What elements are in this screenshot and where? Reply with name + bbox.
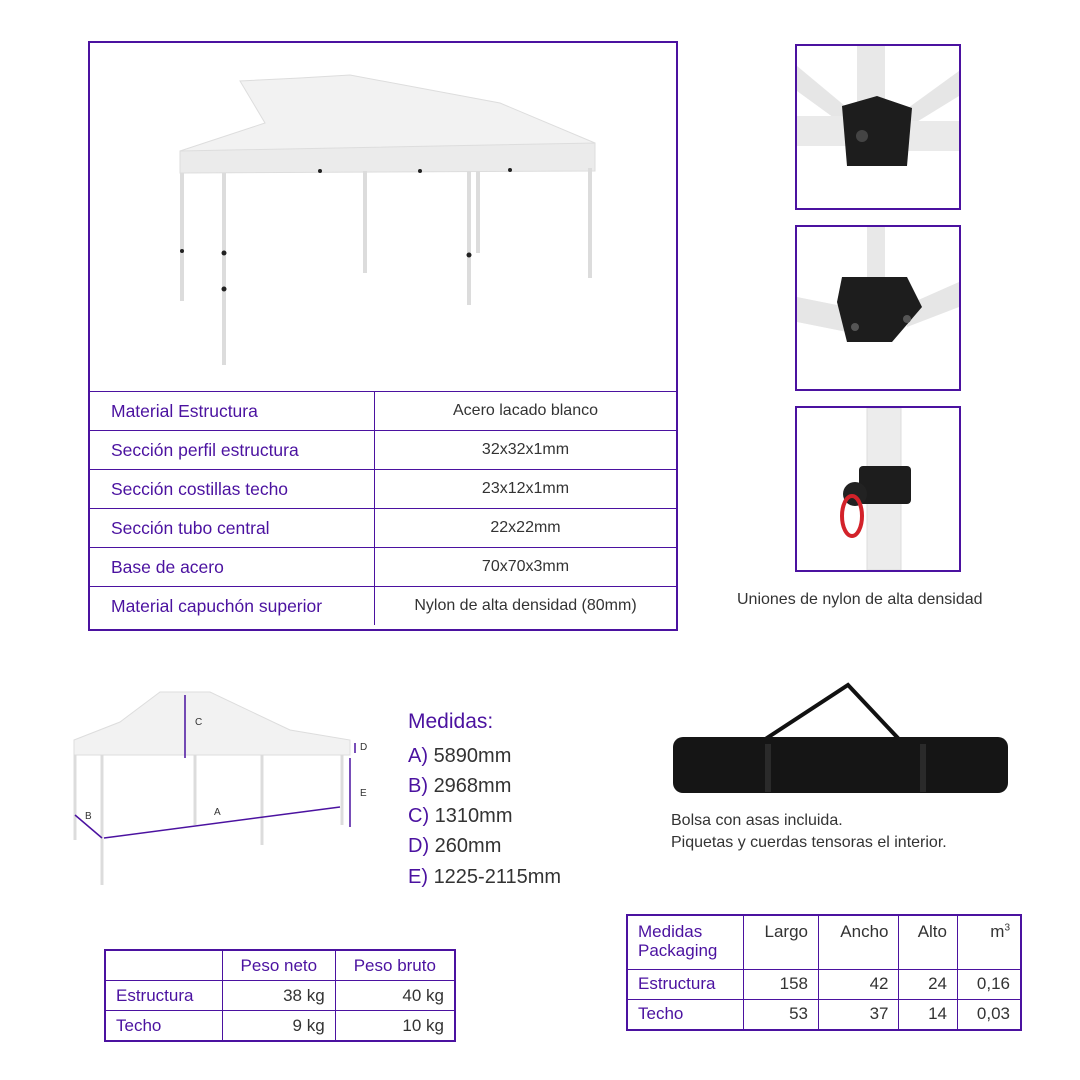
label-a: A — [214, 807, 221, 818]
spec-value: Nylon de alta densidad (80mm) — [375, 587, 677, 626]
label-e: E — [360, 788, 367, 799]
table-row — [90, 509, 676, 548]
table-row: Estructura 38 kg 40 kg — [105, 981, 455, 1011]
spec-label: Sección costillas techo — [90, 470, 375, 509]
label-c: C — [195, 717, 203, 728]
table-row — [90, 548, 676, 587]
tent-image — [90, 43, 676, 391]
table-row — [90, 431, 676, 470]
spec-label: Material Estructura — [90, 392, 375, 431]
medida-d: D) 260mm — [408, 835, 502, 857]
packaging-table — [626, 914, 1022, 1031]
spec-box — [88, 41, 678, 631]
table-header-row: Peso neto Peso bruto — [105, 950, 455, 981]
bag-caption: Bolsa con asas incluida. Piquetas y cuerdas tensoras el interior. — [671, 812, 947, 851]
spec-value: 23x12x1mm — [375, 470, 677, 509]
medida-e: E) 1225-2115mm — [408, 866, 562, 888]
spec-value: 32x32x1mm — [375, 431, 677, 470]
table-row — [90, 587, 676, 626]
m3-header: $m^3$ — [957, 915, 1021, 969]
table-header-row: Medidas Packaging Largo Ancho Alto $m^3$ — [627, 915, 1021, 969]
label-b: B — [85, 811, 92, 822]
weight-table — [104, 949, 456, 1042]
table-row — [90, 392, 676, 431]
medida-c: C) 1310mm — [408, 805, 513, 827]
spec-label: Base de acero — [90, 548, 375, 587]
spec-value: 70x70x3mm — [375, 548, 677, 587]
joints-caption: Uniones de nylon de alta densidad — [737, 591, 983, 608]
spec-value: Acero lacado blanco — [375, 392, 677, 431]
spec-label: Sección perfil estructura — [90, 431, 375, 470]
spec-value: 22x22mm — [375, 509, 677, 548]
label-d: D — [360, 742, 368, 753]
carry-bag-image — [668, 682, 1013, 797]
table-row: Techo 9 kg 10 kg — [105, 1011, 455, 1042]
medidas-title: Medidas: — [408, 710, 494, 733]
dimension-diagram — [60, 680, 390, 890]
spec-label: Sección tubo central — [90, 509, 375, 548]
joint-detail-image-3 — [795, 406, 961, 572]
medida-b: B) 2968mm — [408, 775, 512, 797]
medida-a: A) 5890mm — [408, 745, 512, 767]
spec-table — [90, 391, 676, 625]
table-row: Estructura 158 42 24 0,16 — [627, 969, 1021, 999]
spec-label: Material capuchón superior — [90, 587, 375, 626]
joint-detail-image-1 — [795, 44, 961, 210]
joint-detail-image-2 — [795, 225, 961, 391]
table-row: Techo 53 37 14 0,03 — [627, 999, 1021, 1030]
table-row — [90, 470, 676, 509]
